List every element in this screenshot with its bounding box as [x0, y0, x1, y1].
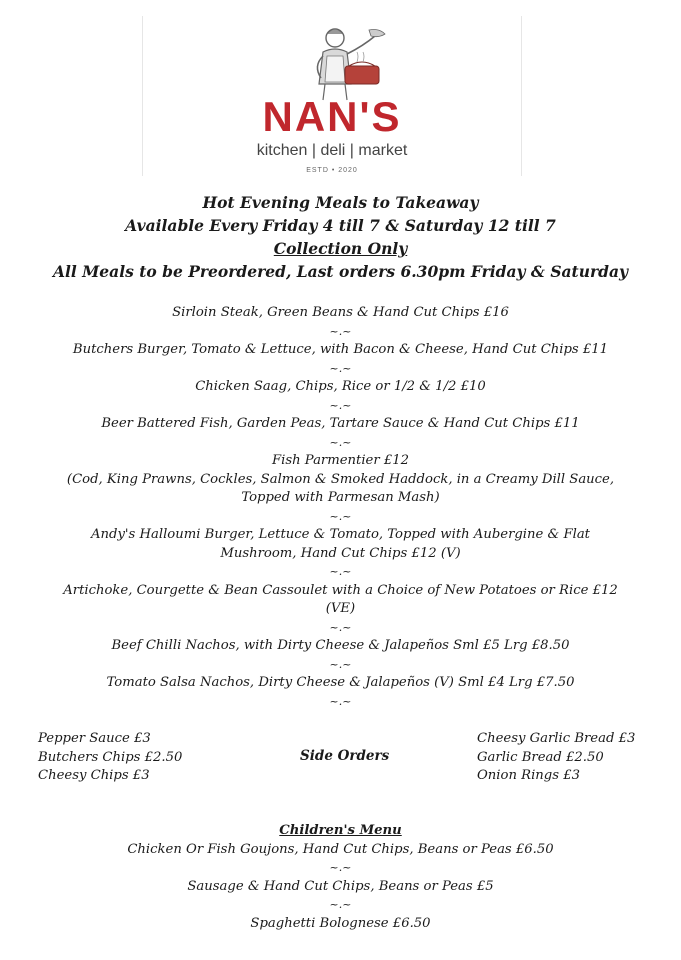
menu-item-detail: (VE) [325, 601, 356, 616]
side-item: Garlic Bread £2.50 [477, 749, 604, 765]
menu-item: Butchers Burger, Tomato & Lettuce, with Bacon & Cheese, Hand Cut Chips £11 [72, 342, 609, 357]
heading-preorder: All Meals to be Preordered, Last orders 6.30pm Friday & Saturday [52, 262, 629, 281]
separator: ~.~ [329, 324, 352, 338]
side-item: Pepper Sauce £3 [38, 731, 151, 746]
nan-illustration [283, 22, 393, 102]
separator: ~.~ [329, 657, 352, 671]
heading-title: Hot Evening Meals to Takeaway [202, 193, 479, 212]
menu-item: Beer Battered Fish, Garden Peas, Tartare Sauce & Hand Cut Chips £11 [101, 416, 580, 431]
menu-item: Beef Chilli Nachos, with Dirty Cheese & Jalapeños Sml £5 Lrg £8.50 [111, 638, 570, 653]
menu-item: Artichoke, Courgette & Bean Cassoulet with a Choice of New Potatoes or Rice £12 [63, 582, 618, 598]
separator: ~.~ [329, 565, 352, 578]
separator: ~.~ [329, 398, 352, 412]
kids-item: Chicken Or Fish Goujons, Hand Cut Chips, Beans or Peas £6.50 [127, 841, 554, 857]
heading-collection: Collection Only [273, 239, 408, 258]
logo [142, 16, 522, 176]
separator: ~.~ [329, 620, 352, 634]
heading-collection-wrap [0, 237, 681, 260]
separator: ~.~ [329, 435, 352, 449]
kids-item: Sausage & Hand Cut Chips, Beans or Peas £5 [187, 878, 494, 894]
separator: ~.~ [329, 861, 352, 874]
side-orders-left [38, 730, 182, 786]
side-item: Onion Rings £3 [477, 768, 580, 783]
side-item: Cheesy Garlic Bread £3 [477, 731, 636, 746]
menu-item: Chicken Saag, Chips, Rice or 1/2 & 1/2 £10 [195, 379, 486, 394]
side-orders-right [477, 730, 635, 786]
menu-item: Sirloin Steak, Green Beans & Hand Cut Chips £16 [172, 305, 509, 320]
childrens-menu [40, 822, 641, 933]
menu-item-detail: Topped with Parmesan Mash) [241, 490, 440, 505]
separator: ~.~ [329, 509, 352, 523]
side-item: Cheesy Chips £3 [38, 768, 150, 783]
menu-item: Fish Parmentier £12 [271, 453, 410, 468]
menu-item: Tomato Salsa Nachos, Dirty Cheese & Jalapeños (V) Sml £4 Lrg £7.50 [106, 675, 575, 690]
menu-item-detail: Mushroom, Hand Cut Chips £12 (V) [220, 545, 461, 561]
menu-item: Andy's Halloumi Burger, Lettuce & Tomato, Topped with Aubergine & Flat [91, 527, 590, 542]
brand-tagline: kitchen | deli | market [256, 142, 408, 159]
side-item: Butchers Chips £2.50 [38, 749, 183, 765]
heading-availability: Available Every Friday 4 till 7 & Saturday 12 till 7 [125, 216, 556, 235]
separator: ~.~ [329, 694, 352, 708]
menu-item-detail: (Cod, King Prawns, Cockles, Salmon & Smoked Haddock, in a Creamy Dill Sauce, [66, 471, 615, 487]
side-orders-title: Side Orders [300, 748, 390, 764]
separator: ~.~ [329, 898, 352, 911]
childrens-menu-title: Children's Menu [279, 823, 402, 838]
mains-list [40, 304, 641, 711]
separator: ~.~ [329, 361, 352, 375]
brand-name: NAN'S [262, 93, 402, 140]
kids-item: Spaghetti Bolognese £6.50 [250, 915, 431, 931]
established-year: ESTD • 2020 [306, 167, 358, 174]
